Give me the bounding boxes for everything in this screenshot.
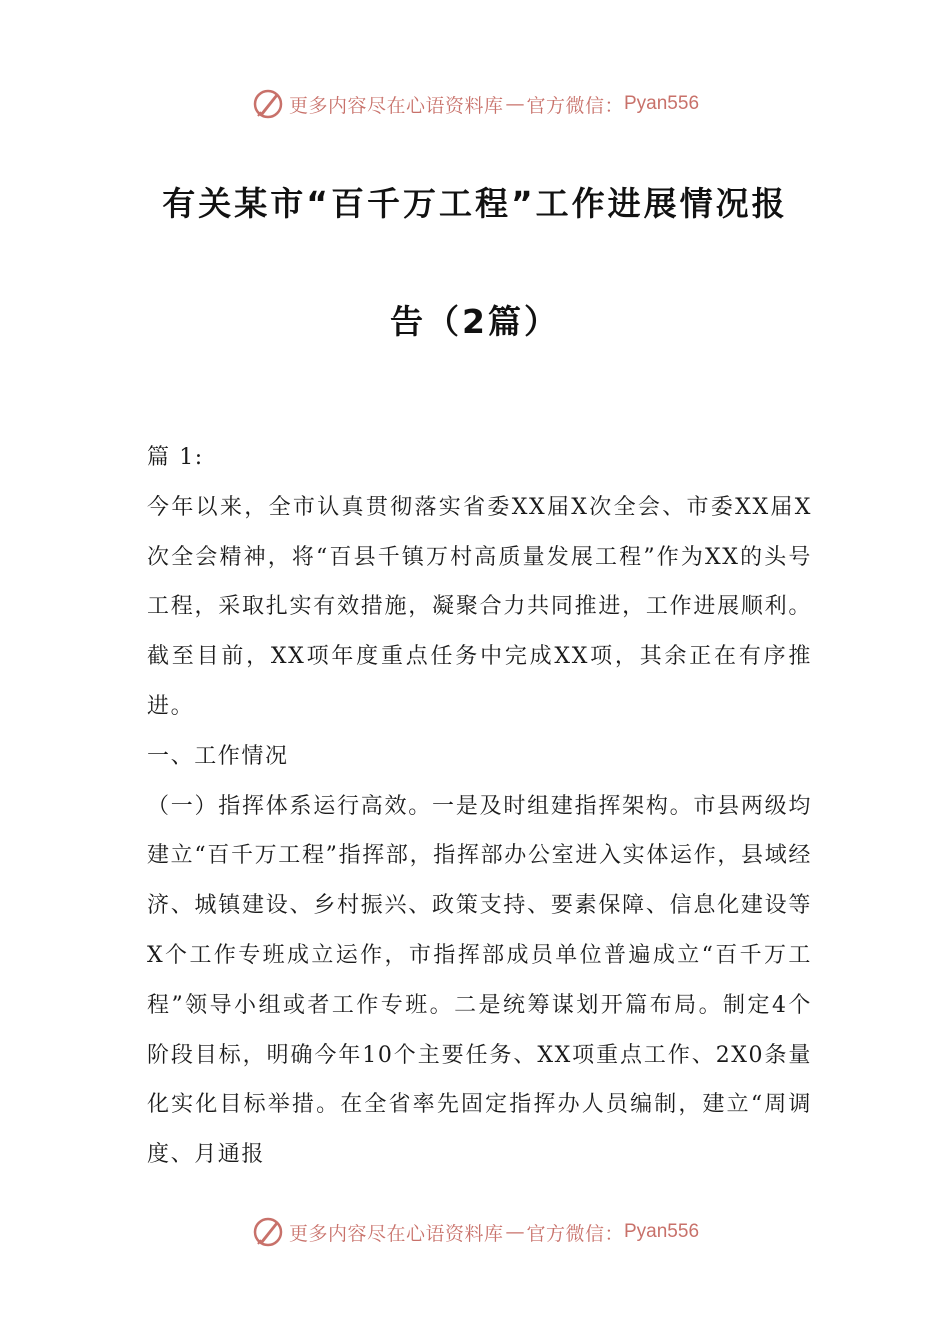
watermark-wechat-label: 官方微信： [526, 94, 624, 117]
watermark-footer [0, 1212, 950, 1252]
watermark-text: 更多内容尽在心语资料库 [288, 1222, 504, 1245]
quill-logo-icon [251, 1215, 285, 1249]
document-title-line-2: 告（2篇） [390, 302, 560, 341]
section-heading-work-status: 一、工作情况 [147, 743, 289, 769]
watermark-dash: — [505, 93, 525, 115]
quill-logo-icon [251, 87, 285, 121]
body-paragraph-intro: 今年以来，全市认真贯彻落实省委XX届X次全会、市委XX届X次全会精神，将“百县千镇万村高质量发展工程”作为XX的头号工程，采取扎实有效措施，凝聚合力共同推进，工作进展顺利。截至目前，XX项年度重点任务中完成XX项，其余正在有序推进。 [147, 494, 812, 719]
document-body [147, 433, 812, 1180]
watermark-dash: — [505, 1221, 525, 1243]
watermark-header [0, 84, 950, 124]
watermark-wechat-id: Pyan556 [624, 1221, 700, 1242]
document-title-line-1: 有关某市“百千万工程”工作进展情况报 [162, 184, 788, 223]
body-paragraph-command-system: （一）指挥体系运行高效。一是及时组建指挥架构。市县两级均建立“百千万工程”指挥部，指挥部办公室进入实体运作，县域经济、城镇建设、乡村振兴、政策支持、要素保障、信息化建设等X个工作专班成立运作，市指挥部成员单位普遍成立“百千万工程”领导小组或者工作专班。二是统筹谋划开篇布局。制定4个阶段目标，明确今年10个主要任务、XX项重点工作、2X0条量化实化目标举措。在全省率先固定指挥办人员编制，建立“周调度、月通报 [147, 793, 812, 1168]
section-heading-part-1: 篇 1: [147, 445, 204, 470]
watermark-wechat-label: 官方微信： [526, 1222, 624, 1245]
watermark-text: 更多内容尽在心语资料库 [288, 94, 504, 117]
watermark-wechat-id: Pyan556 [624, 93, 700, 114]
